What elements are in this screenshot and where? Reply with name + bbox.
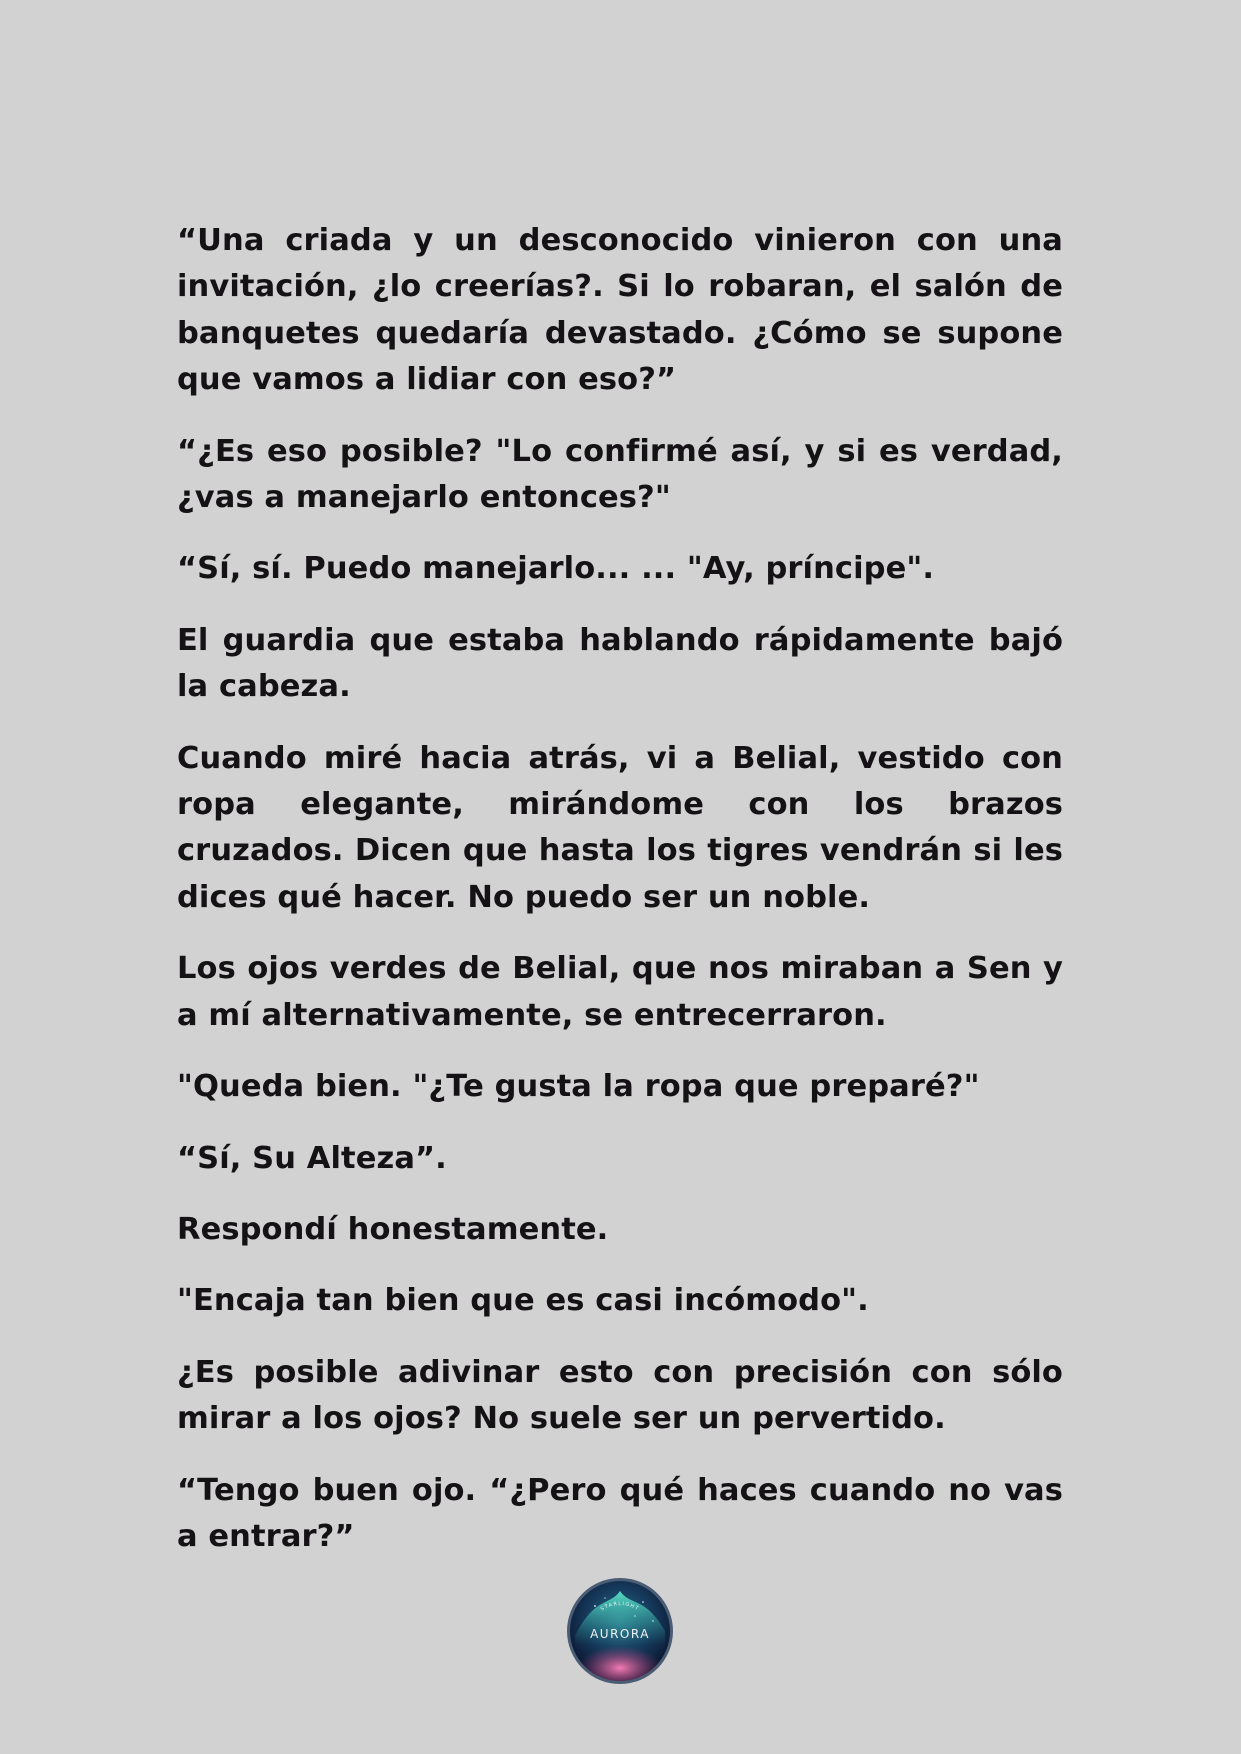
paragraph: “Tengo buen ojo. “¿Pero qué haces cuando no vas a entrar?” (177, 1472, 1063, 1554)
paragraph: Respondí honestamente. (177, 1211, 609, 1247)
star (634, 1615, 635, 1616)
paragraph: “Sí, sí. Puedo manejarlo... ... "Ay, príncipe". (177, 551, 935, 587)
paragraph: El guardia que estaba hablando rápidamente bajó la cabeza. (177, 622, 1063, 705)
paragraph: ¿Es posible adivinar esto con precisión con sólo mirar a los ojos? No suele ser un pervertido. (177, 1354, 1063, 1437)
logo-main-text: AURORA (590, 1627, 650, 1641)
paragraph: Cuando miré hacia atrás, vi a Belial, vestido con ropa elegante, mirándome con los brazos cruzados. Dicen que hasta los tigres vendrán si les dices qué hacer. No puedo ser un noble. (177, 740, 1063, 915)
paragraph: "Queda bien. "¿Te gusta la ropa que preparé?" (177, 1069, 980, 1105)
paragraph: “Sí, Su Alteza”. (177, 1140, 447, 1176)
star (652, 1620, 653, 1621)
paragraph: "Encaja tan bien que es casi incómodo". (177, 1283, 869, 1319)
star (594, 1605, 596, 1607)
aurora-logo (565, 1576, 675, 1686)
star (604, 1597, 605, 1598)
paragraph: “Una criada y un desconocido vinieron con una invitación, ¿lo creerías?. Si lo robaran, el salón de banquetes quedaría devastado. ¿Cómo se supone que vamos a lidiar con eso?” (177, 223, 1063, 398)
logo-arc-text: STARLIGHT (599, 1601, 641, 1613)
star (642, 1601, 644, 1603)
paragraph: “¿Es eso posible? "Lo confirmé así, y si es verdad, ¿vas a manejarlo entonces?" (177, 433, 1063, 516)
paragraph: Los ojos verdes de Belial, que nos miraban a Sen y a mí alternativamente, se entrecerraron. (177, 951, 1063, 1033)
body-text (177, 218, 1063, 1585)
